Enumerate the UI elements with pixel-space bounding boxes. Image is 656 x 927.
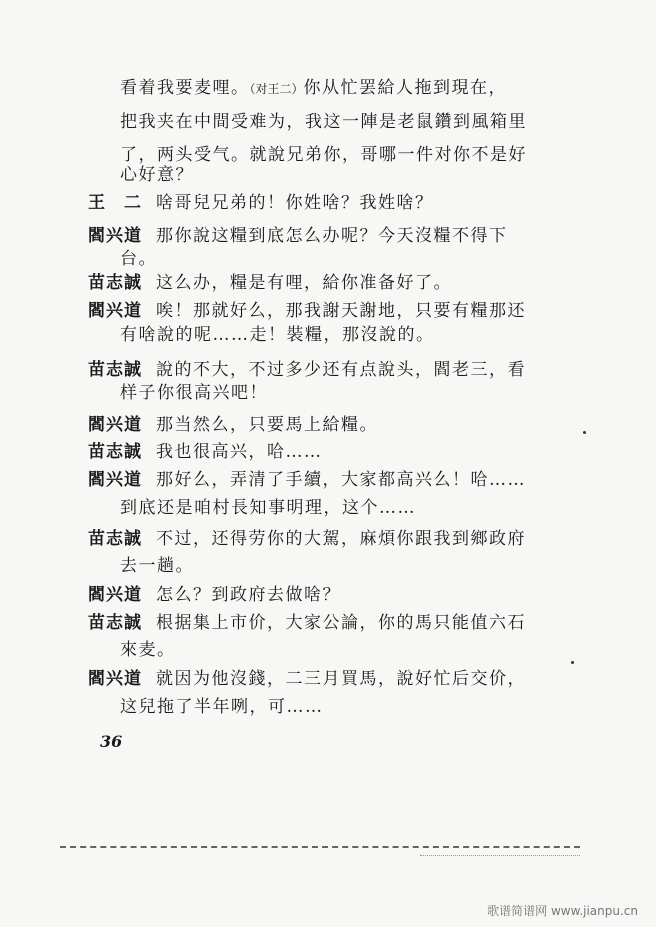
site-watermark: 歌谱简谱网 www.jianpu.cn — [487, 904, 638, 918]
dialogue-text: 啥哥兒兄弟的！你姓啥？我姓啥？ — [156, 193, 434, 213]
dialogue-text: 到底还是咱村長知事明理，这个…… — [120, 498, 416, 518]
dialogue-text: 就因为他沒錢，二三月買馬，說好忙后交价， — [156, 669, 526, 689]
dialogue-text: 唉！那就好么，那我謝天謝地，只要有糧那还 — [156, 301, 526, 321]
dialogue-text: 來麦。 — [120, 640, 176, 660]
speaker-name: 苗志誠 — [88, 529, 142, 549]
dialogue-text: 台。 — [120, 249, 157, 269]
dialogue-text: 不过，还得劳你的大駕，麻煩你跟我到鄉政府 — [156, 529, 526, 549]
stage-direction: （对王二） — [249, 82, 304, 96]
dialogue-text: 我也很高兴，哈…… — [156, 442, 323, 462]
dialogue-text: 你从忙罢給人拖到現在， — [303, 78, 508, 98]
dialogue-text: 心好意？ — [120, 165, 194, 185]
dialogue-text: 有啥說的呢……走！裝糧，那沒說的。 — [120, 325, 435, 345]
speaker-name: 苗志誠 — [88, 360, 142, 380]
dialogue-text: 那当然么，只要馬上給糧。 — [156, 415, 378, 435]
speaker-name: 閻兴道 — [88, 585, 142, 605]
dialogue-text: 怎么？到政府去做啥？ — [156, 585, 341, 605]
dialogue-text: 样子你很高兴吧！ — [120, 383, 268, 403]
speaker-name: 閻兴道 — [88, 226, 142, 246]
speaker-name: 王 二 — [88, 193, 142, 213]
dialogue-text: 这兒拖了半年咧，可…… — [120, 697, 324, 717]
speaker-name: 閻兴道 — [88, 470, 142, 490]
dialogue-text: 看着我要麦哩。 — [120, 78, 250, 98]
page-number: 36 — [100, 732, 123, 751]
dialogue-text: 这么办，糧是有哩，給你准备好了。 — [156, 273, 452, 293]
speaker-name: 苗志誠 — [88, 273, 142, 293]
dialogue-text: 去一趟。 — [120, 556, 194, 576]
speaker-name: 苗志誠 — [88, 613, 142, 633]
dialogue-text: 那你說这糧到底怎么办呢？今天沒糧不得下 — [156, 226, 508, 246]
dialogue-text: 根据集上市价，大家公論，你的馬只能值六石 — [156, 613, 526, 633]
speaker-name: 閻兴道 — [88, 669, 142, 689]
dialogue-text: 那好么，弄清了手續，大家都高兴么！哈…… — [156, 470, 526, 490]
dialogue-text: 了，两头受气。就說兄弟你，哥哪一件对你不是好 — [120, 145, 527, 165]
scan-edge-rule — [420, 855, 580, 856]
dialogue-text: 說的不大，不过多少还有点說头，閻老三，看 — [156, 360, 526, 380]
dialogue-text: 把我夹在中間受难为，我这一陣是老鼠鑽到風箱里 — [120, 112, 527, 132]
scan-speck — [571, 661, 574, 664]
scan-speck — [583, 431, 586, 434]
scan-edge-rule — [60, 846, 580, 848]
speaker-name: 閻兴道 — [88, 301, 142, 321]
speaker-name: 閻兴道 — [88, 415, 142, 435]
speaker-name: 苗志誠 — [88, 442, 142, 462]
